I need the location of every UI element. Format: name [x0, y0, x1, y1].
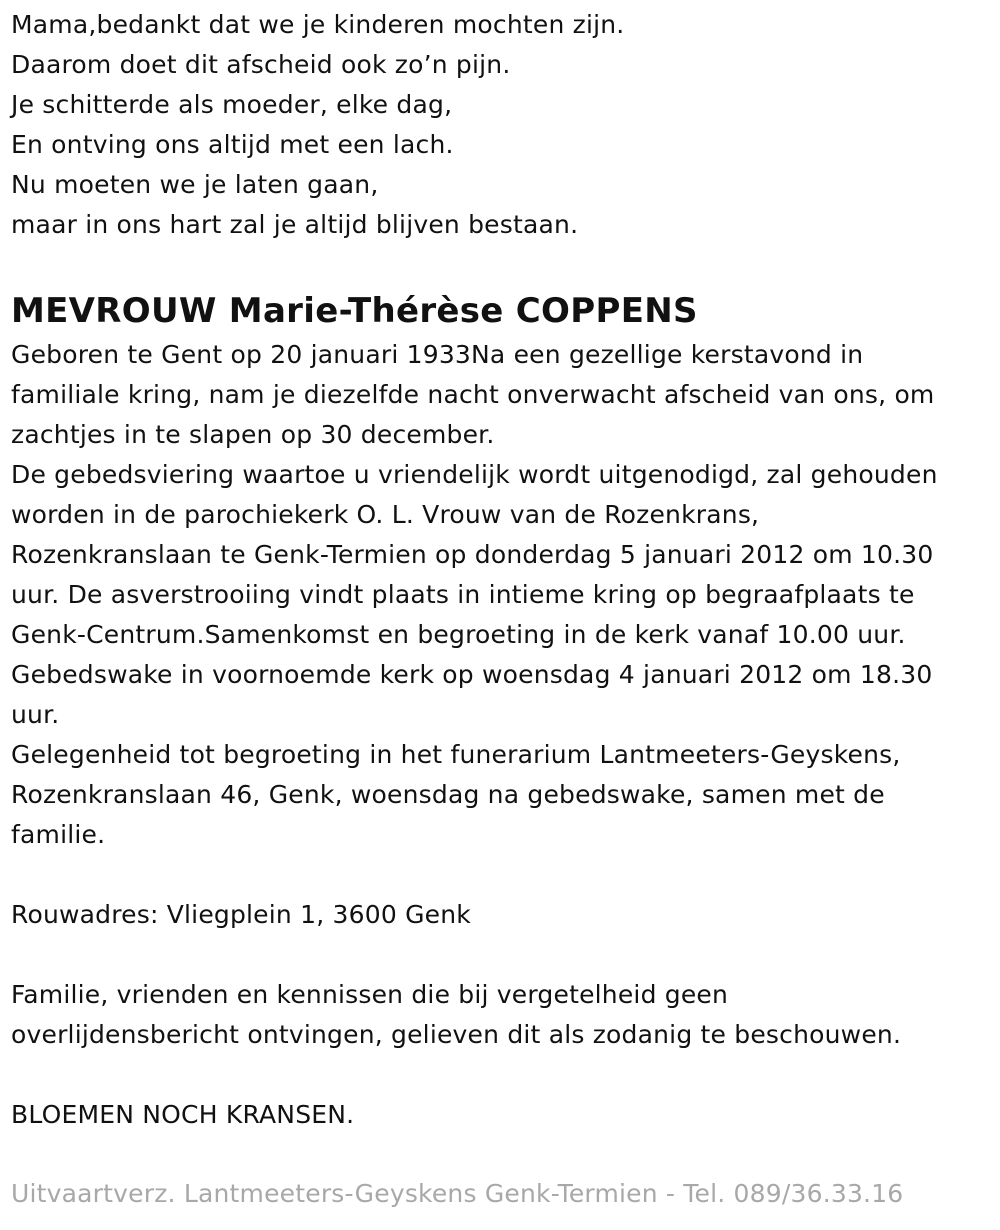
poem-line: maar in ons hart zal je altijd blijven bestaan. — [11, 210, 579, 239]
body-line: Gebedswake in voornoemde kerk op woensdag 4 januari 2012 om 18.30 — [11, 660, 933, 689]
notice-line: overlijdensbericht ontvingen, gelieven dit als zodanig te beschouwen. — [11, 1020, 902, 1049]
body-line: Rozenkranslaan te Genk-Termien op donderdag 5 januari 2012 om 10.30 — [11, 540, 934, 569]
body-line: worden in de parochiekerk O. L. Vrouw van de Rozenkrans, — [11, 500, 760, 529]
flowers-notice: BLOEMEN NOCH KRANSEN. — [11, 1100, 355, 1129]
body-line: familie. — [11, 820, 106, 849]
obituary-body — [11, 335, 991, 855]
notice-line: Familie, vrienden en kennissen die bij vergetelheid geen — [11, 980, 729, 1009]
spacer — [11, 1055, 991, 1095]
obituary-document — [11, 5, 991, 1135]
body-line: uur. De asverstrooiing vindt plaats in intieme kring op begraafplaats te — [11, 580, 915, 609]
deceased-name-title: MEVROUW Marie-Thérèse COPPENS — [11, 291, 698, 331]
body-line: Gelegenheid tot begroeting in het funerarium Lantmeeters-Geyskens, — [11, 740, 901, 769]
body-line: uur. — [11, 700, 60, 729]
body-line: familiale kring, nam je diezelfde nacht onverwacht afscheid van ons, om — [11, 380, 935, 409]
body-line: zachtjes in te slapen op 30 december. — [11, 420, 495, 449]
notice-paragraph — [11, 975, 991, 1055]
poem-line: Je schitterde als moeder, elke dag, — [11, 90, 453, 119]
mourning-address: Rouwadres: Vliegplein 1, 3600 Genk — [11, 900, 471, 929]
poem-section — [11, 5, 991, 245]
spacer — [11, 855, 991, 895]
body-line: Genk-Centrum.Samenkomst en begroeting in de kerk vanaf 10.00 uur. — [11, 620, 906, 649]
body-line: Rozenkranslaan 46, Genk, woensdag na gebedswake, samen met de — [11, 780, 885, 809]
poem-line: Daarom doet dit afscheid ook zo’n pijn. — [11, 50, 511, 79]
poem-line: En ontving ons altijd met een lach. — [11, 130, 454, 159]
poem-line: Mama,bedankt dat we je kinderen mochten zijn. — [11, 10, 625, 39]
body-line: De gebedsviering waartoe u vriendelijk wordt uitgenodigd, zal gehouden — [11, 460, 938, 489]
poem-line: Nu moeten we je laten gaan, — [11, 170, 379, 199]
spacer — [11, 935, 991, 975]
body-line: Geboren te Gent op 20 januari 1933Na een gezellige kerstavond in — [11, 340, 864, 369]
funeral-home-footer: Uitvaartverz. Lantmeeters-Geyskens Genk-Termien - Tel. 089/36.33.16 — [11, 1179, 904, 1208]
